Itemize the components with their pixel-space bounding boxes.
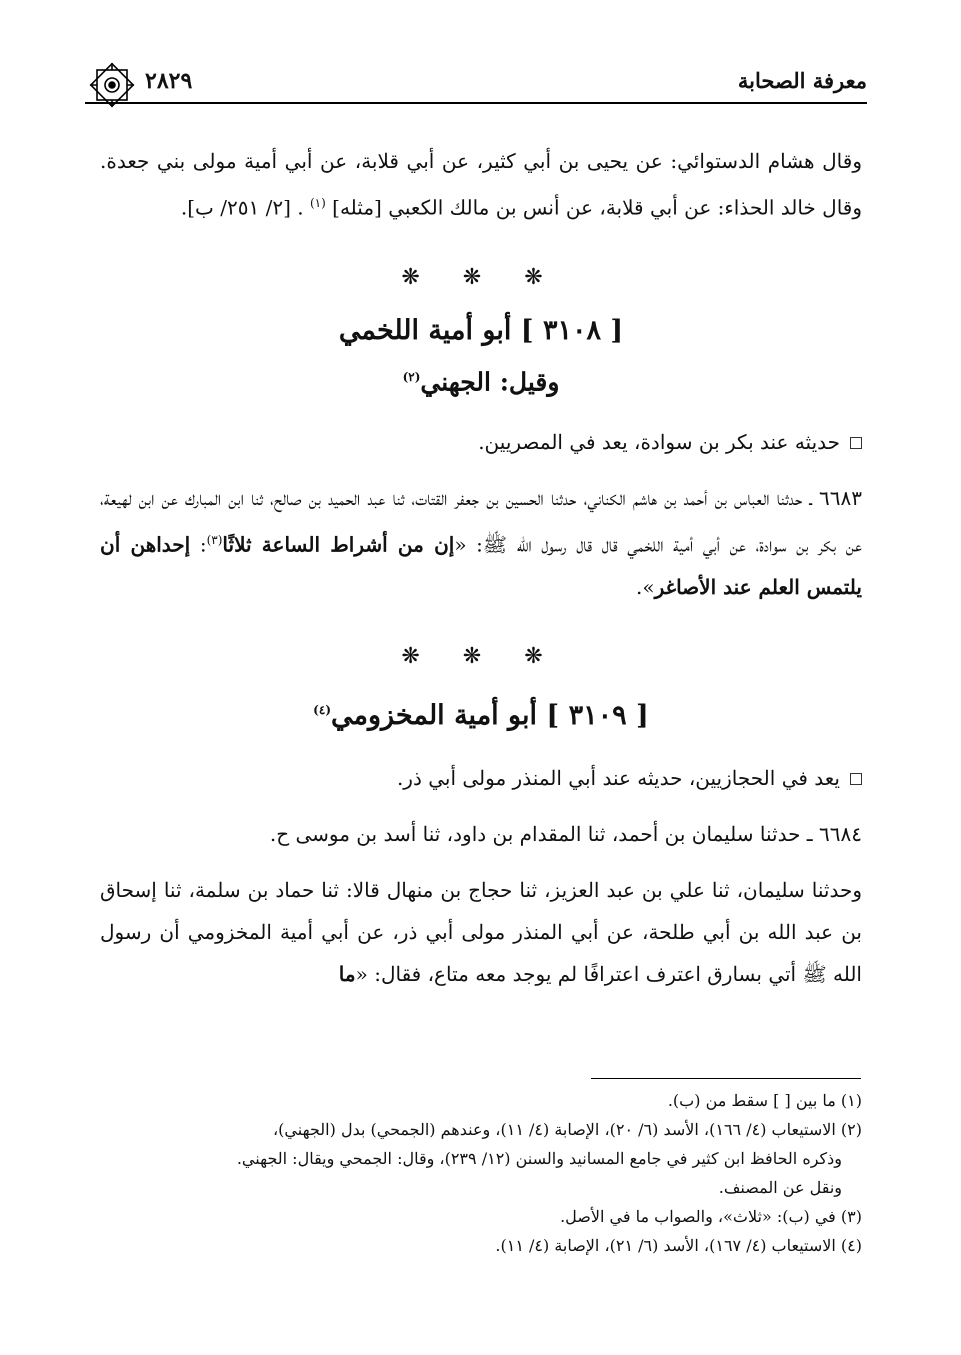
folio-reference: . [٢/ ٢٥١/ ب]. — [180, 195, 304, 220]
main-text — [100, 140, 862, 995]
footnote-4: (٤) الاستيعاب (٤/ ١٦٧)، الأسد (٦/ ٢١)، الإصابة (٤/ ١١). — [495, 1236, 862, 1255]
hadith-chain: وحدثنا سليمان، ثنا علي بن عبد العزيز، ثنا حجاج بن منهال قالا: ثنا حماد بن سلمة، ثنا إسحاق بن عبد الله بن أبي طلحة، عن أبي المنذر مولى أبي ذر، عن أبي أمية المخزومي أن رسول الله ﷺ أتي بسارق اعترف اعترافًا لم يوجد معه متاع، فقال: « — [100, 877, 862, 986]
ornament-icon — [85, 58, 139, 112]
entry-subtitle-text: وقيل: الجهني — [420, 366, 560, 396]
footnote-3: (٣) في (ب): «ثلاث»، والصواب ما في الأصل. — [560, 1207, 862, 1226]
hadith-continuation — [100, 869, 862, 995]
entry-subtitle — [100, 356, 862, 403]
footnote-2-continued: وذكره الحافظ ابن كثير في جامع المسانيد والسنن (١٢/ ٢٣٩)، وقال: الجمحي ويقال: الجهني. — [236, 1149, 842, 1168]
page-number: ٢٨٢٩ — [145, 68, 193, 94]
running-title: معرفة الصحابة — [737, 68, 867, 93]
square-bullet-icon — [850, 773, 862, 785]
hadith-6684: ٦٦٨٤ ـ حدثنا سليمان بن أحمد، ثنا المقدام بن داود، ثنا أسد بن موسى ح. — [269, 821, 862, 846]
hadith-text: إن من أشراط الساعة ثلاثًا — [222, 532, 455, 557]
section-separator: ❋ ❋ ❋ — [401, 264, 561, 290]
entry-intro — [100, 421, 862, 463]
paragraph-continuation — [100, 140, 862, 229]
hadith-text: إحداهن أن يلتمس العلم عند الأصاغر — [100, 532, 862, 599]
footnote-ref: (٢) — [402, 369, 421, 384]
hadith-end: ». — [636, 574, 655, 599]
section-separator: ❋ ❋ ❋ — [401, 643, 561, 669]
entry-title-text: [ ٣١٠٩ ] أبو أمية المخزومي — [331, 699, 649, 731]
footnote-2-continued: ونقل عن المصنف. — [718, 1178, 842, 1197]
entry-title — [100, 687, 862, 739]
square-bullet-icon — [850, 437, 862, 449]
footnote-1: (١) ما بين [ ] سقط من (ب). — [667, 1091, 862, 1110]
footnote-divider — [591, 1078, 861, 1079]
footnote-ref: (٣) — [206, 532, 223, 547]
footnote-2: (٢) الاستيعاب (٤/ ١٦٦)، الأسد (٦/ ٢٠)، الإصابة (٤/ ١١)، وعندهم (الجمحي) بدل (الجهني)، — [273, 1120, 862, 1139]
page-header — [85, 62, 867, 104]
hadith-6683 — [100, 477, 862, 608]
entry-title: [ ٣١٠٨ ] أبو أمية اللخمي — [338, 314, 624, 346]
entry-intro — [100, 757, 862, 799]
hadith-text: ما — [338, 961, 356, 986]
hadith-chain: ٦٦٨٣ ـ حدثنا العباس بن أحمد بن هاشم الكناني، حدثنا الحسين بن جعفر القتات، ثنا عبد الحميد بن صالح، ثنا ابن المبارك عن ابن لهيعة، عن بكر بن سوادة، عن أبي أمية اللخمي قال قال رسول الله ﷺ: « — [100, 485, 863, 557]
footnote-ref: (٤) — [313, 702, 331, 717]
footnote-ref: (١) — [309, 196, 326, 210]
hadith-connector: : — [190, 532, 207, 557]
footnotes — [100, 1086, 862, 1260]
paragraph-text: وقال هشام الدستوائي: عن يحيى بن أبي كثير، عن أبي قلابة، عن أبي أمية مولى بني جعدة. وقال خالد الحذاء: عن أبي قلابة، عن أنس بن مالك الكعبي [مثله] — [100, 149, 862, 220]
entry-intro-text: يعد في الحجازيين، حديثه عند أبي المنذر مولى أبي ذر. — [396, 765, 840, 790]
entry-intro-text: حديثه عند بكر بن سوادة، يعد في المصريين. — [478, 429, 840, 454]
